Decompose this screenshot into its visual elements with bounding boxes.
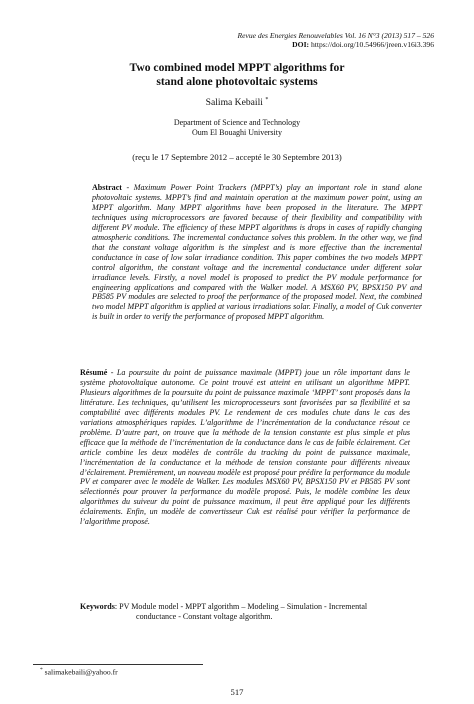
resume-text: La poursuite du point de puissance maximale (MPPT) joue un rôle important dans le système photovoltaïque autonome. Ce point trouvé est atteint en utilisant un algorithme MPPT. Plusieurs algorithmes de la poursuite du point de puissance maximale ‘MPPT’ sont proposés dans la littérature. Les techniques, qu’utilisent les microprocesseurs sont favorisées par sa flexibilité et sa comptabilité avec différents modules PV. Le rendement de ces modules chute dans le cas des variations atmosphériques rapides. L’algorithme de l’incrémentation de la conductance résout ce problème. D’autre part, on trouve que la méthode de la tension constante est plus simple et plus efficace que la méthode de l’incrémentation de la conductance dans le cas de faible éclairement. Cet article combine les deux modèles de contrôle du tracking du point de puissance maximale, l’incrémentation de la conductance et la méthode de tension constante pour différents niveaux d’éclairement. Premièrement, un nouveau modèle est proposé pour prédire la performance du module PV et comparer avec le modèle de Walker. Les modules MSX60 PV, BPSX150 PV et PB585 PV sont sélectionnés pour prouver la performance du modèle proposé. Puis, le modèle combine les deux algorithmes du suiveur du point de puissance maximum, il peut être appliqué pour les différents éclairements. Enfin, un modèle de convertisseur Cuk est réalisé pour vérifier la performance de l’algorithme proposé. xyxy=(80,368,410,527)
abstract xyxy=(80,183,422,322)
footnote-email[interactable]: salimakebaili@yahoo.fr xyxy=(44,667,118,677)
resume xyxy=(80,368,410,527)
author-name: Salima Kebaili xyxy=(205,97,263,109)
resume-label: Résumé xyxy=(80,368,108,377)
keywords-list-1: : PV Module model - MPPT algorithm – Modeling – Simulation - Incremental xyxy=(114,602,368,611)
page-number: 517 xyxy=(230,687,244,697)
footnote-mark: * xyxy=(40,667,43,673)
paper-title xyxy=(0,61,474,88)
resume-dash: - xyxy=(107,368,117,377)
keywords-list-2: conductance - Constant voltage algorithm. xyxy=(136,612,273,621)
affiliation-university: Oum El Bouaghi University xyxy=(192,128,282,137)
journal-header xyxy=(237,31,434,49)
journal-citation: Revue des Energies Renouvelables Vol. 16 N°3 (2013) 517 – 526 xyxy=(237,31,434,40)
footnote-divider xyxy=(33,664,203,665)
title-line-1: Two combined model MPPT algorithms for xyxy=(129,61,345,74)
affiliation xyxy=(0,118,474,138)
abstract-dash: - xyxy=(121,183,134,192)
abstract-label: Abstract xyxy=(92,183,122,192)
abstract-text: Maximum Power Point Trackers (MPPT’s) play an important role in stand alone photovoltaic systems. MPPT’s find and maintain operation at the maximum power point, using an MPPT algorithm. Many MPPT algorithms have been proposed in the literature. The MPPT techniques using microprocessors are favored because of their flexibility and compatibility with different PV module. The efficiency of these MPPT algorithms is drops in cases of rapidly changing atmospheric conditions. The incremental conductance solves this problem. In the other way, we find that the constant voltage algorithm is the simplest and is more effective than the incremental conductance in case of low solar irradiance condition. This paper combines the two models MPPT control algorithm, the constant voltage and the incremental conductance under different solar irradiance levels. Firstly, a novel model is proposed to predict the PV module performance for engineering applications and compared with the Walker model. A MSX60 PV, BPSX150 PV and PB585 PV modules are selected to proof the performance of the proposed model. Next, the combined two model MPPT algorithm is applied at various irradiations solar. Finally, a model of Cuk converter is built in order to verify the performance of proposed MPPT algorithm. xyxy=(92,183,422,322)
affiliation-department: Department of Science and Technology xyxy=(173,118,301,127)
keywords-line-1 xyxy=(80,602,410,612)
keywords xyxy=(80,602,410,622)
keywords-label: Keywords xyxy=(80,602,115,611)
doi-link[interactable]: https://doi.org/10.54966/jreen.v16i3.396 xyxy=(310,40,434,49)
author xyxy=(0,97,474,108)
author-footnote-mark: * xyxy=(265,97,269,103)
doi-line xyxy=(237,40,434,49)
received-dates: (reçu le 17 Septembre 2012 – accepté le 30 Septembre 2013) xyxy=(132,152,342,162)
title-line-2: stand alone photovoltaic systems xyxy=(156,74,318,88)
footnote xyxy=(40,667,118,677)
doi-label: DOI: xyxy=(292,40,310,49)
